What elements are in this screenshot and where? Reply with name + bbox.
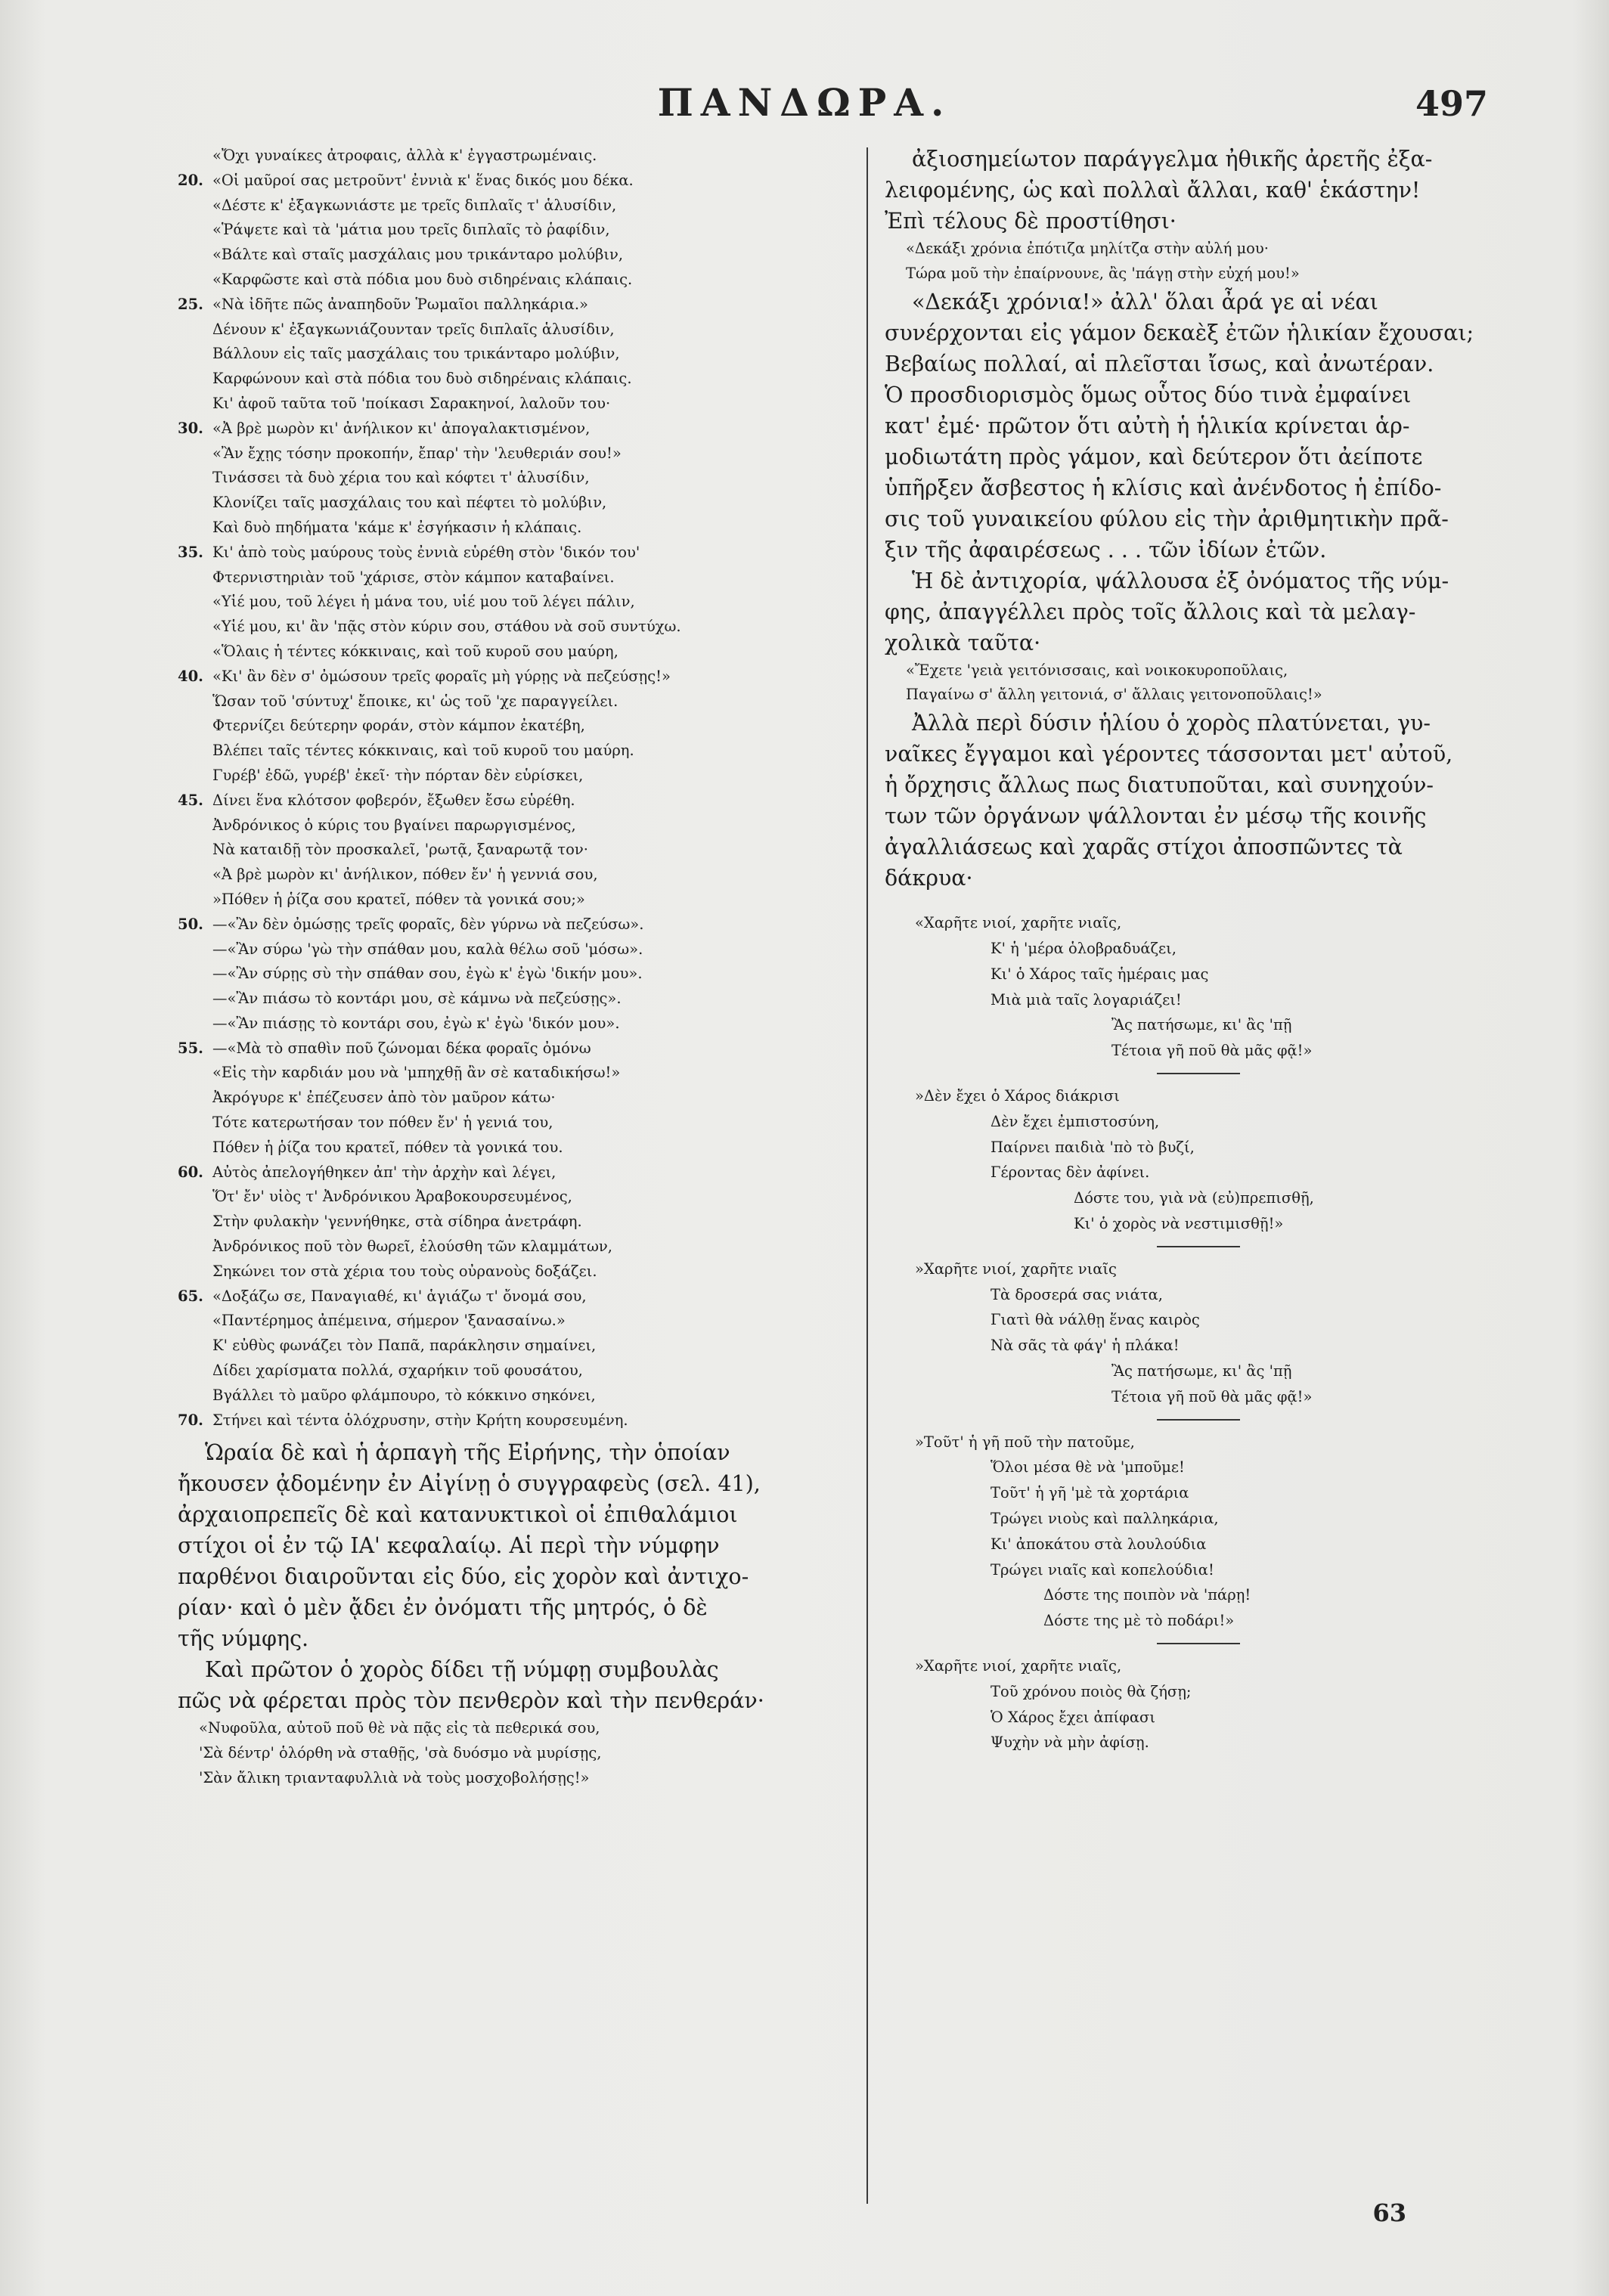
verse-line	[178, 1284, 843, 1309]
verse-text: Αὐτὸς ἀπελογήθηκεν ἀπ' τὴν ἀρχὴν καὶ λέγει,	[212, 1163, 556, 1181]
prose-line: ἤκουσεν ᾀδομένην ἐν Αἰγίνῃ ὁ συγγραφεὺς (σελ. 41),	[178, 1471, 761, 1497]
verse-line	[178, 665, 843, 689]
prose-line: πῶς νὰ φέρεται πρὸς τὸν πενθερὸν καὶ τὴν πενθεράν·	[178, 1688, 764, 1714]
verse-text: Σηκώνει τον στὰ χέρια του τοὺς οὐρανοὺς δοξάζει.	[212, 1262, 597, 1280]
song-line: Παίρνει παιδιὰ 'πὸ τὸ βυζί,	[991, 1138, 1195, 1156]
verse-line: «Δεκάξι χρόνια ἐπότιζα μηλίτζα στὴν αὐλή μου·	[906, 240, 1269, 257]
prose-line: Ἡ δὲ ἀντιχορία, ψάλλουσα ἐξ ὀνόματος τῆς νύμ-	[912, 568, 1449, 593]
verse-text: Δένουν κ' ἐξαγκωνιάζουνταν τρεῖς διπλαῖς ἁλυσίδιν,	[212, 320, 615, 338]
song-stanza	[885, 910, 1505, 1064]
verse-line	[178, 640, 843, 665]
verse-text: Δίνει ἕνα κλότσον φοβερόν, ἔξωθεν ἔσω εὑρέθη.	[212, 791, 575, 809]
quoted-verses	[885, 658, 1505, 708]
quoted-verses	[885, 237, 1505, 287]
verse-text: «Ὅλαις ἡ τέντες κόκκιναις, καὶ τοῦ κυροῦ σου μαύρη,	[212, 642, 618, 660]
prose-paragraph	[885, 708, 1505, 894]
song-line: Δόστε της μὲ τὸ ποδάρι!»	[1043, 1612, 1235, 1630]
verse-text: Καὶ δυὸ πηδήματα 'κάμε κ' ἐσγήκασιν ἡ κλάπαις.	[212, 518, 582, 536]
song-line: »Χαρῆτε νιοί, χαρῆτε νιαῖς,	[915, 1656, 1122, 1675]
verse-line	[178, 1359, 843, 1383]
verse-line: 'Σὰ δέντρ' ὁλόρθη νὰ σταθῇς, 'σὰ δυόσμο νὰ μυρίσῃς,	[199, 1744, 602, 1762]
verse-line	[178, 813, 843, 838]
verse-line	[178, 590, 843, 615]
verse-line: Παγαίνω σ' ἄλλη γειτονιά, σ' ἄλλαις γειτονοποῦλαις!»	[906, 686, 1322, 704]
song-line: Κ' ἡ 'μέρα ὁλοβραδυάζει,	[991, 939, 1177, 957]
verse-text: «Οἱ μαῦροί σας μετροῦντ' ἐννιὰ κ' ἕνας δικός μου δέκα.	[212, 171, 634, 189]
prose-line: ναῖκες ἔγγαμοι καὶ γέροντες τάσσονται μετ' αὐτοῦ,	[885, 742, 1453, 767]
song-line: Κι' ὁ χορὸς νὰ νεστιμισθῇ!»	[1074, 1214, 1284, 1232]
verse-text: «Ἀ βρὲ μωρὸν κι' ἀνήλικον, πόθεν ἔν' ἡ γεννιά σου,	[212, 866, 598, 884]
prose-line: χολικὰ ταῦτα·	[885, 630, 1041, 655]
verse-text: Ὅτ' ἔν' υἱὸς τ' Ἀνδρόνικου Ἀραβοκουρσευμένος,	[212, 1188, 572, 1206]
verse-number: 45.	[178, 791, 203, 809]
verse-line	[178, 318, 843, 342]
song-stanza	[885, 1256, 1505, 1410]
verse-text: Βγάλλει τὸ μαῦρο φλάμπουρο, τὸ κόκκινο σηκόνει,	[212, 1386, 596, 1404]
prose-line: στίχοι οἱ ἐν τῷ ΙΑ' κεφαλαίῳ. Αἱ περὶ τὴν νύμφην	[178, 1533, 720, 1559]
verse-line	[178, 913, 843, 937]
verse-text: Βάλλουν εἰς ταῖς μασχάλαις του τρικάνταρο μολύβιν,	[212, 345, 620, 363]
verse-text: Ἀνδρόνικος ποῦ τὸν θωρεῖ, ἐλούσθη τῶν κλαμμάτων,	[212, 1238, 612, 1256]
verse-number: 25.	[178, 295, 203, 313]
prose-line: τῆς νύμφης.	[178, 1626, 309, 1652]
verse-text: Φτερνίζει δεύτερην φοράν, στὸν κάμπον ἐκατέβη,	[212, 717, 585, 735]
verse-line	[178, 342, 843, 367]
song-line: Τοῦ χρόνου ποιὸς θὰ ζήσῃ;	[991, 1682, 1192, 1700]
verse-text: Καρφώνουν καὶ στὰ πόδια του δυὸ σιδηρέναις κλάπαις.	[212, 370, 632, 388]
verse-line	[178, 442, 843, 466]
verse-text: —«Μὰ τὸ σπαθὶν ποῦ ζώνομαι δέκα φοραῖς ὀμόνω	[212, 1039, 591, 1057]
verse-text: Τινάσσει τὰ δυὸ χέρια του καὶ κόφτει τ' ἁλυσίδιν,	[212, 469, 590, 487]
verse-text: Φτερνιστηριὰν τοῦ 'χάρισε, στὸν κάμπον καταβαίνει.	[212, 568, 615, 586]
verse-line	[178, 417, 843, 442]
song-line: Τρώγει νιαῖς καὶ κοπελούδια!	[991, 1560, 1214, 1579]
verse-line	[178, 1160, 843, 1185]
verse-line	[178, 169, 843, 194]
verse-line	[178, 1086, 843, 1111]
verse-line	[178, 739, 843, 764]
song-line: Γιατὶ θὰ νάλθῃ ἕνας καιρὸς	[991, 1311, 1200, 1329]
song-line: Δὲν ἔχει ἐμπιστοσύνη,	[991, 1112, 1160, 1130]
verse-text: «Ἀ βρὲ μωρὸν κι' ἀνήλικον κι' ἀπογαλακτισμένον,	[212, 419, 591, 437]
verse-number: 70.	[178, 1411, 203, 1429]
verse-line: «Ἔχετε 'γειὰ γειτόνισσαις, καὶ νοικοκυροποῦλαις,	[906, 661, 1288, 679]
verse-line	[178, 863, 843, 888]
song-line: Ὁ Χάρος ἔχει ἀπίφασι	[991, 1708, 1155, 1726]
prose-line: Ὁ προσδιορισμὸς ὅμως οὗτος δύο τινὰ ἐμφαίνει	[885, 382, 1412, 407]
verse-number: 35.	[178, 543, 203, 561]
verse-text: »Πόθεν ἡ ῥίζα σου κρατεῖ, πόθεν τὰ γονικά σου;»	[212, 890, 585, 908]
song-line: »Δὲν ἔχει ὁ Χάρος διάκρισι	[915, 1086, 1120, 1105]
right-column	[885, 144, 1505, 2170]
verse-text: Βλέπει ταῖς τέντες κόκκιναις, καὶ τοῦ κυροῦ του μαύρη.	[212, 742, 634, 760]
verse-line	[178, 466, 843, 491]
prose-line: ρίαν· καὶ ὁ μὲν ᾄδει ἐν ὀνόματι τῆς μητρός, ὁ δὲ	[178, 1595, 708, 1621]
prose-paragraph	[885, 144, 1505, 237]
prose-line: Ἐπὶ τέλους δὲ προστίθησι·	[885, 209, 1177, 234]
song-line: Δόστε της ποιπὸν νὰ 'πάρῃ!	[1043, 1586, 1251, 1604]
prose-line: των τῶν ὀργάνων ψάλλονται ἐν μέσῳ τῆς κοινῆς	[885, 804, 1427, 829]
song-line: Τὰ δροσερά σας νιάτα,	[991, 1285, 1163, 1303]
verse-text: —«Ἂν σύρῃς σὺ τὴν σπάθαν σου, ἐγὼ κ' ἐγὼ 'δικήν μου».	[212, 965, 643, 983]
verse-line	[178, 1383, 843, 1408]
verse-text: «Ἂν ἔχῃς τόσην προκοπήν, ἔπαρ' τὴν 'λευθεριάν σου!»	[212, 444, 622, 462]
prose-line: Βεβαίως πολλαί, αἱ πλεῖσται ἴσως, καὶ ἀνωτέραν.	[885, 351, 1434, 376]
verse-text: «Ὄχι γυναίκες ἀτροφαις, ἀλλὰ κ' ἐγγαστρωμέναις.	[212, 147, 597, 164]
verse-line	[178, 392, 843, 417]
page-number: 497	[1415, 83, 1488, 124]
prose-line: Καὶ πρῶτον ὁ χορὸς δίδει τῇ νύμφῃ συμβουλὰς	[205, 1657, 719, 1683]
verse-text: Τότε κατερωτήσαν τον πόθεν ἔν' ἡ γενιά του,	[212, 1114, 553, 1132]
song-line: Τοῦτ' ἡ γῆ 'μὲ τὰ χορτάρια	[991, 1484, 1189, 1502]
prose-line: δάκρυα·	[885, 866, 973, 891]
verse-text: —«Ἂν πιάσῃς τὸ κοντάρι σου, ἐγὼ κ' ἐγὼ 'δικόν μου».	[212, 1014, 620, 1032]
prose-line: Ἀλλὰ περὶ δύσιν ἡλίου ὁ χορὸς πλατύνεται, γυ-	[912, 711, 1431, 736]
song-stanza	[885, 1083, 1505, 1237]
song-stanza	[885, 1430, 1505, 1634]
verse-number: 50.	[178, 915, 203, 933]
verse-number: 55.	[178, 1039, 203, 1057]
verse-text: Γυρέβ' ἐδῶ, γυρέβ' ἐκεῖ· τὴν πόρταν δὲν εὑρίσκει,	[212, 766, 584, 784]
prose-line: ἀγαλλιάσεως καὶ χαρᾶς στίχοι ἀποσπῶντες τὰ	[885, 835, 1403, 860]
verse-line	[178, 838, 843, 863]
verse-number: 65.	[178, 1287, 203, 1305]
verse-line	[178, 1260, 843, 1284]
song-line: Γέροντας δὲν ἀφίνει.	[991, 1163, 1150, 1182]
running-title: ΠΑΝΔΩΡΑ.	[657, 80, 952, 125]
verse-text: «Υἱέ μου, κι' ἂν 'πᾷς στὸν κύριν σου, στάθου νὰ σοῦ συντύχω.	[212, 618, 681, 636]
column-rule	[867, 147, 868, 2204]
verse-line	[178, 1309, 843, 1334]
prose-line: ξιν τῆς ἀφαιρέσεως . . . τῶν ἰδίων ἐτῶν.	[885, 537, 1327, 562]
verse-line	[178, 1111, 843, 1136]
verse-line	[178, 565, 843, 590]
verse-line	[178, 764, 843, 789]
prose-line: ὑπῆρξεν ἄσβεστος ἡ κλίσις καὶ ἀνένδοτος ἡ ἐπίδο-	[885, 475, 1442, 500]
verse-text: «Δοξάζω σε, Παναγιαθέ, κι' ἁγιάζω τ' ὄνομά σου,	[212, 1287, 587, 1305]
poem-verses	[178, 144, 843, 1433]
verse-text: Πόθεν ἡ ῥίζα του κρατεῖ, πόθεν τὰ γονικά του.	[212, 1138, 563, 1156]
quoted-verses	[178, 1716, 843, 1790]
signature-mark: 63	[1372, 2198, 1406, 2227]
verse-text: Νὰ καταιδῇ τὸν προσκαλεῖ, 'ρωτᾷ, ξαναρωτᾷ τον·	[212, 841, 588, 859]
verse-line: «Νυφοῦλα, αὐτοῦ ποῦ θὲ νὰ πᾷς εἰς τὰ πεθερικά σου,	[199, 1719, 600, 1737]
prose-line: Ὡραία δὲ καὶ ἡ ἁρπαγὴ τῆς Εἰρήνης, τὴν ὁποίαν	[205, 1440, 730, 1466]
verse-line: 'Σὰν ἄλικη τριανταφυλλιὰ νὰ τοὺς μοσχοβολήσῃς!»	[199, 1769, 590, 1787]
song-line: Τέτοια γῆ ποῦ θὰ μᾶς φᾷ!»	[1111, 1387, 1313, 1405]
prose-line: λειφομένης, ὡς καὶ πολλαὶ ἄλλαι, καθ' ἑκάστην!	[885, 178, 1421, 203]
verse-line	[178, 987, 843, 1012]
song-line: »Χαρῆτε νιοί, χαρῆτε νιαῖς	[915, 1260, 1117, 1278]
verse-text: Στήνει καὶ τέντα ὁλόχρυσην, στὴν Κρήτη κουρσευμένη.	[212, 1411, 628, 1429]
verse-line	[178, 1061, 843, 1086]
stanza-divider	[885, 1634, 1505, 1653]
song-line: »Τοῦτ' ἡ γῆ ποῦ τὴν πατοῦμε,	[915, 1433, 1135, 1451]
verse-text: Κι' ἀπὸ τοὺς μαύρους τοὺς ἐννιὰ εὑρέθη στὸν 'δικόν του'	[212, 543, 640, 561]
prose-paragraph	[885, 287, 1505, 565]
prose-paragraph	[885, 565, 1505, 658]
verse-text: «Υἱέ μου, τοῦ λέγει ἡ μάνα του, υἱέ μου τοῦ λέγει πάλιν,	[212, 593, 635, 611]
verse-line	[178, 1408, 843, 1433]
verse-text: «Κι' ἂν δὲν σ' ὀμώσουν τρεῖς φοραῖς μὴ γύρῃς νὰ πεζεύσῃς!»	[212, 667, 671, 685]
prose-line: παρθένοι διαιροῦνται εἰς δύο, εἰς χορὸν καὶ ἀντιχο-	[178, 1564, 749, 1590]
prose-line: συνέρχονται εἰς γάμον δεκαὲξ ἐτῶν ἡλικίαν ἔχουσαι;	[885, 320, 1474, 345]
prose-line: «Δεκάξι χρόνια!» ἀλλ' ὅλαι ἆρά γε αἱ νέαι	[912, 289, 1378, 314]
stanza-divider	[885, 1237, 1505, 1256]
song-stanza	[885, 1653, 1505, 1755]
song-line: Τρώγει νιοὺς καὶ παλληκάρια,	[991, 1509, 1219, 1527]
verse-text: «Καρφῶστε καὶ στὰ πόδια μου δυὸ σιδηρέναις κλάπαις.	[212, 270, 633, 288]
verse-line	[178, 1334, 843, 1359]
verse-line	[178, 293, 843, 318]
verse-line	[178, 541, 843, 565]
song-line: Νὰ σᾶς τὰ φάγ' ἡ πλάκα!	[991, 1337, 1180, 1355]
song-line: Ὅλοι μέσα θὲ νὰ 'μποῦμε!	[991, 1458, 1185, 1476]
verse-line	[178, 243, 843, 268]
verse-line	[178, 367, 843, 392]
verse-text: Ἀκρόγυρε κ' ἐπέζευσεν ἀπὸ τὸν μαῦρον κάτω·	[212, 1089, 556, 1107]
verse-text: Κ' εὐθὺς φωνάζει τὸν Παπᾶ, παράκλησιν σημαίνει,	[212, 1337, 597, 1355]
song-line: «Χαρῆτε νιοί, χαρῆτε νιαῖς,	[915, 914, 1122, 932]
verse-line	[178, 218, 843, 243]
song-line: Τέτοια γῆ ποῦ θὰ μᾶς φᾷ!»	[1111, 1042, 1313, 1060]
verse-line	[178, 615, 843, 640]
verse-text: —«Ἂν πιάσω τὸ κοντάρι μου, σὲ κάμνω νὰ πεζεύσῃς».	[212, 990, 622, 1008]
verse-text: Ἀνδρόνικος ὁ κύρις του βγαίνει παρωργισμένος,	[212, 816, 576, 834]
verse-line	[178, 1136, 843, 1160]
verse-number: 60.	[178, 1163, 203, 1181]
verse-line	[178, 937, 843, 962]
verse-line	[178, 962, 843, 987]
song-line: Κι' ἀποκάτου στὰ λουλούδια	[991, 1535, 1207, 1553]
verse-line	[178, 689, 843, 714]
song-line: Ψυχὴν νὰ μὴν ἀφίσῃ.	[991, 1734, 1149, 1752]
page-header	[0, 76, 1609, 136]
prose-paragraph	[178, 1654, 843, 1716]
verse-line	[178, 144, 843, 169]
verse-text: «Βάλτε καὶ σταῖς μασχάλαις μου τρικάνταρο μολύβιν,	[212, 246, 624, 264]
verse-number: 40.	[178, 667, 203, 685]
prose-line: φης, ἀπαγγέλλει πρὸς τοῖς ἄλλοις καὶ τὰ μελαγ-	[885, 599, 1416, 624]
verse-number: 30.	[178, 419, 203, 437]
verse-number: 20.	[178, 171, 203, 189]
left-column	[178, 144, 843, 2245]
prose-line: μοδιωτάτη πρὸς γάμον, καὶ δεύτερον ὅτι ἀείποτε	[885, 444, 1423, 469]
verse-line	[178, 888, 843, 913]
stanza-divider	[885, 1064, 1505, 1083]
verse-text: Ὥσαν τοῦ 'σύντυχ' ἔποικε, κι' ὡς τοῦ 'χε παραγγείλει.	[212, 692, 618, 710]
verse-text: «Νὰ ἰδῆτε πῶς ἀναπηδοῦν Ῥωμαῖοι παλληκάρια.»	[212, 295, 588, 313]
prose-line: κατ' ἐμέ· πρῶτον ὅτι αὐτὴ ἡ ἡλικία κρίνεται ἁρ-	[885, 413, 1410, 438]
verse-line	[178, 1210, 843, 1235]
song-line: Μιὰ μιὰ ταῖς λογαριάζει!	[991, 990, 1182, 1009]
verse-text: Κλονίζει ταῖς μασχάλαις του καὶ πέφτει τὸ μολύβιν,	[212, 494, 607, 512]
verse-line	[178, 491, 843, 516]
song-line: Ἂς πατήσωμε, κι' ἂς 'πῇ	[1111, 1016, 1292, 1034]
stanza-divider	[885, 1410, 1505, 1430]
verse-text: «Ῥάψετε καὶ τὰ 'μάτια μου τρεῖς διπλαῖς τὸ ῥαφίδιν,	[212, 221, 610, 239]
verse-text: «Παντέρημος ἀπέμεινα, σήμερον 'ξανασαίνω.»	[212, 1312, 566, 1330]
verse-line	[178, 789, 843, 813]
verse-line: Τώρα μοῦ τὴν ἐπαίρνουνε, ἂς 'πάγῃ στὴν εὐχή μου!»	[906, 264, 1300, 282]
song-line: Δόστε του, γιὰ νὰ (εὐ)πρεπισθῇ,	[1074, 1189, 1314, 1207]
verse-text: —«Ἂν σύρω 'γὼ τὴν σπάθαν μου, καλὰ θέλω σοῦ 'μόσω».	[212, 940, 643, 958]
verse-line	[178, 516, 843, 541]
prose-line: ἀξιοσημείωτον παράγγελμα ἠθικῆς ἀρετῆς ἐξα-	[912, 147, 1433, 172]
prose-line: σις τοῦ γυναικείου φύλου εἰς τὴν ἀριθμητικὴν πρᾶ-	[885, 506, 1449, 531]
verse-text: «Δέστε κ' ἐξαγκωνιάστε με τρεῖς διπλαῖς τ' ἁλυσίδιν,	[212, 196, 617, 214]
prose-line: ἡ ὄρχησις ἄλλως πως διατυποῦται, καὶ συνηχούν-	[885, 773, 1434, 798]
verse-text: «Εἰς τὴν καρδιάν μου νὰ 'μπηχθῇ ἂν σὲ καταδικήσω!»	[212, 1064, 621, 1082]
verse-line	[178, 1235, 843, 1260]
verse-text: Δίδει χαρίσματα πολλά, σχαρήκιν τοῦ φουσάτου,	[212, 1362, 583, 1380]
verse-text: Στὴν φυλακὴν 'γεννήθηκε, στὰ σίδηρα ἀνετράφη.	[212, 1213, 582, 1231]
prose-paragraph	[178, 1437, 843, 1654]
verse-text: —«Ἂν δὲν ὀμώσῃς τρεῖς φοραῖς, δὲν γύρνω νὰ πεζεύσω».	[212, 915, 644, 933]
verse-line	[178, 1036, 843, 1061]
verse-line	[178, 1012, 843, 1036]
verse-line	[178, 1185, 843, 1210]
verse-line	[178, 268, 843, 293]
verse-line	[178, 714, 843, 739]
song-line: Κι' ὁ Χάρος ταῖς ἡμέραις μας	[991, 965, 1209, 983]
verse-line	[178, 194, 843, 218]
prose-line: ἀρχαιοπρεπεῖς δὲ καὶ κατανυκτικοὶ οἱ ἐπιθαλάμιοι	[178, 1502, 738, 1528]
verse-text: Κι' ἀφοῦ ταῦτα τοῦ 'ποίκασι Σαρακηνοί, λαλοῦν του·	[212, 394, 611, 412]
song-line: Ἂς πατήσωμε, κι' ἂς 'πῇ	[1111, 1362, 1292, 1380]
